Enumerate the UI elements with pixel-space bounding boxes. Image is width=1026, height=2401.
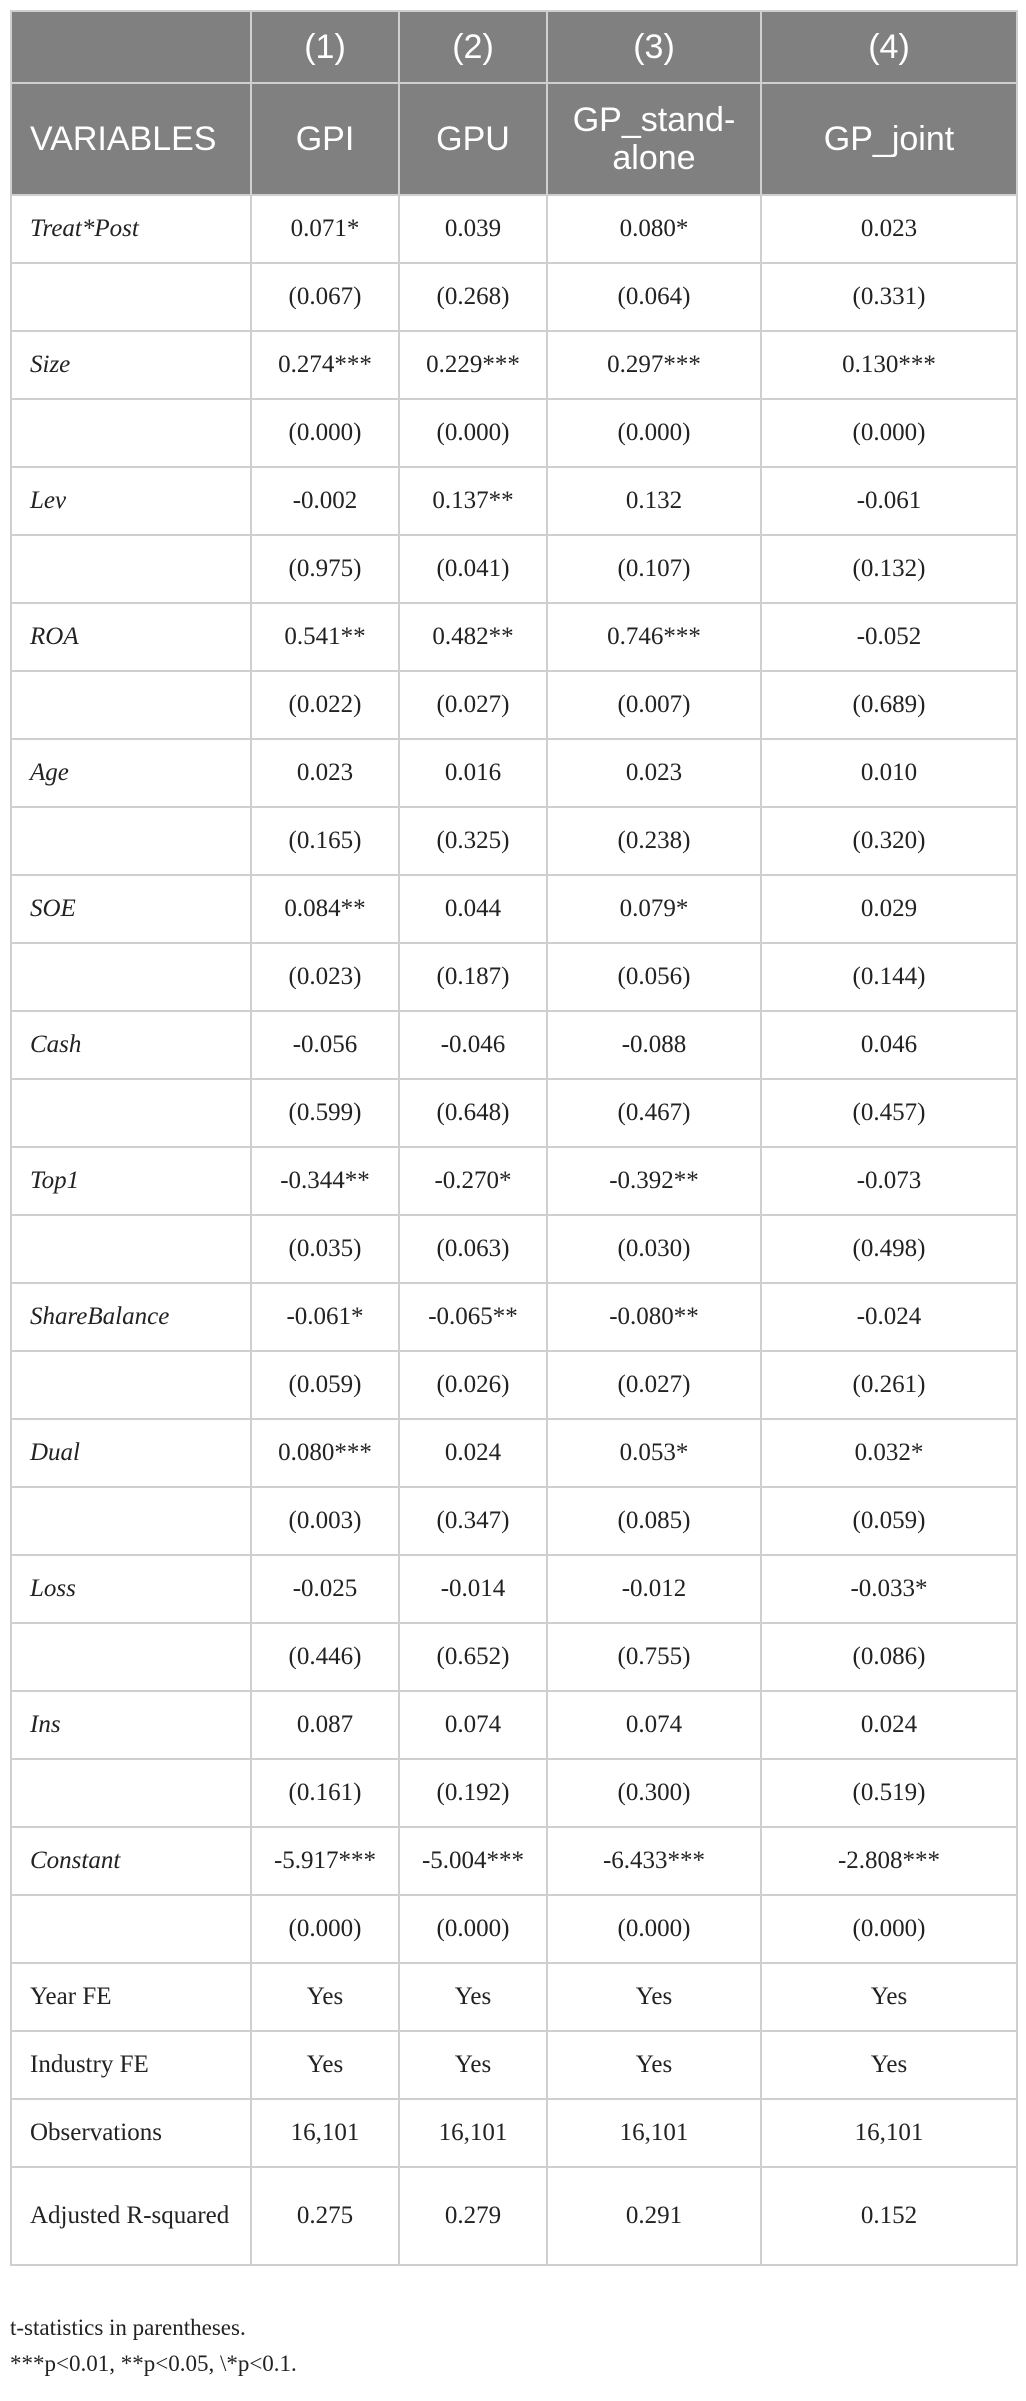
value-cell: Yes: [761, 2031, 1017, 2099]
table-row: [11, 1283, 1017, 1351]
value-cell: (0.238): [547, 807, 761, 875]
value-cell: 0.291: [547, 2167, 761, 2265]
value-cell: (0.056): [547, 943, 761, 1011]
value-cell: 0.016: [399, 739, 547, 807]
value-cell: (0.007): [547, 671, 761, 739]
table-row: [11, 263, 1017, 331]
table-row: [11, 739, 1017, 807]
value-cell: 0.132: [547, 467, 761, 535]
value-cell: 16,101: [251, 2099, 399, 2167]
table-row: [11, 1895, 1017, 1963]
table-row: [11, 1759, 1017, 1827]
value-cell: Yes: [251, 2031, 399, 2099]
table-row: [11, 535, 1017, 603]
value-cell: (0.000): [399, 399, 547, 467]
header-label-cell: GP_joint: [761, 83, 1017, 195]
value-cell: -6.433***: [547, 1827, 761, 1895]
value-cell: (0.599): [251, 1079, 399, 1147]
value-cell: 0.746***: [547, 603, 761, 671]
value-cell: Yes: [251, 1963, 399, 2031]
value-cell: (0.144): [761, 943, 1017, 1011]
value-cell: 0.074: [547, 1691, 761, 1759]
value-cell: (0.755): [547, 1623, 761, 1691]
variable-label-cell: [11, 1623, 251, 1691]
variable-label-cell: [11, 535, 251, 603]
value-cell: (0.261): [761, 1351, 1017, 1419]
header-row-labels: [11, 83, 1017, 195]
value-cell: (0.085): [547, 1487, 761, 1555]
header-label-cell: GPU: [399, 83, 547, 195]
value-cell: (0.648): [399, 1079, 547, 1147]
variable-label-cell: [11, 671, 251, 739]
table-row: [11, 2031, 1017, 2099]
value-cell: (0.331): [761, 263, 1017, 331]
value-cell: (0.003): [251, 1487, 399, 1555]
value-cell: (0.022): [251, 671, 399, 739]
table-row: [11, 1827, 1017, 1895]
value-cell: -0.392**: [547, 1147, 761, 1215]
variable-label-cell: [11, 1079, 251, 1147]
value-cell: (0.067): [251, 263, 399, 331]
value-cell: 0.024: [399, 1419, 547, 1487]
variable-label-cell: [11, 1895, 251, 1963]
value-cell: Yes: [761, 1963, 1017, 2031]
value-cell: (0.000): [399, 1895, 547, 1963]
value-cell: 0.071*: [251, 195, 399, 263]
value-cell: 0.053*: [547, 1419, 761, 1487]
variable-label-cell: Industry FE: [11, 2031, 251, 2099]
value-cell: (0.064): [547, 263, 761, 331]
value-cell: 0.275: [251, 2167, 399, 2265]
variable-label-cell: Constant: [11, 1827, 251, 1895]
value-cell: 0.482**: [399, 603, 547, 671]
value-cell: 0.023: [547, 739, 761, 807]
table-row: [11, 807, 1017, 875]
value-cell: (0.041): [399, 535, 547, 603]
value-cell: -5.917***: [251, 1827, 399, 1895]
value-cell: 0.297***: [547, 331, 761, 399]
value-cell: (0.320): [761, 807, 1017, 875]
value-cell: -0.002: [251, 467, 399, 535]
table-row: [11, 1351, 1017, 1419]
table-row: [11, 331, 1017, 399]
value-cell: -0.012: [547, 1555, 761, 1623]
header-number-cell: [11, 11, 251, 83]
value-cell: 0.274***: [251, 331, 399, 399]
value-cell: 0.046: [761, 1011, 1017, 1079]
variable-label-cell: Treat*Post: [11, 195, 251, 263]
table-row: [11, 875, 1017, 943]
value-cell: Yes: [399, 2031, 547, 2099]
table-row: [11, 1487, 1017, 1555]
value-cell: 0.137**: [399, 467, 547, 535]
value-cell: -0.344**: [251, 1147, 399, 1215]
value-cell: (0.027): [399, 671, 547, 739]
value-cell: (0.000): [547, 1895, 761, 1963]
value-cell: 16,101: [399, 2099, 547, 2167]
table-row: [11, 671, 1017, 739]
value-cell: (0.107): [547, 535, 761, 603]
value-cell: -5.004***: [399, 1827, 547, 1895]
value-cell: (0.467): [547, 1079, 761, 1147]
value-cell: (0.027): [547, 1351, 761, 1419]
value-cell: (0.457): [761, 1079, 1017, 1147]
value-cell: 0.130***: [761, 331, 1017, 399]
value-cell: (0.300): [547, 1759, 761, 1827]
value-cell: 0.080*: [547, 195, 761, 263]
table-row: [11, 1691, 1017, 1759]
value-cell: (0.132): [761, 535, 1017, 603]
value-cell: (0.325): [399, 807, 547, 875]
table-body: [11, 195, 1017, 2265]
regression-table: [10, 10, 1018, 2266]
value-cell: 0.024: [761, 1691, 1017, 1759]
value-cell: (0.026): [399, 1351, 547, 1419]
value-cell: 0.541**: [251, 603, 399, 671]
value-cell: 16,101: [761, 2099, 1017, 2167]
value-cell: -0.270*: [399, 1147, 547, 1215]
header-row-numbers: [11, 11, 1017, 83]
variable-label-cell: Age: [11, 739, 251, 807]
table-row: [11, 195, 1017, 263]
value-cell: (0.446): [251, 1623, 399, 1691]
value-cell: 0.079*: [547, 875, 761, 943]
value-cell: (0.268): [399, 263, 547, 331]
header-number-cell: (4): [761, 11, 1017, 83]
value-cell: 0.032*: [761, 1419, 1017, 1487]
value-cell: (0.161): [251, 1759, 399, 1827]
table-row: [11, 2167, 1017, 2265]
value-cell: -0.025: [251, 1555, 399, 1623]
value-cell: -0.073: [761, 1147, 1017, 1215]
value-cell: -0.080**: [547, 1283, 761, 1351]
table-notes: [10, 2310, 1010, 2382]
header-label-cell: VARIABLES: [11, 83, 251, 195]
value-cell: (0.059): [251, 1351, 399, 1419]
variable-label-cell: Cash: [11, 1011, 251, 1079]
table-row: [11, 1555, 1017, 1623]
table-row: [11, 1623, 1017, 1691]
variable-label-cell: Ins: [11, 1691, 251, 1759]
table-row: [11, 603, 1017, 671]
value-cell: 0.039: [399, 195, 547, 263]
variable-label-cell: [11, 1487, 251, 1555]
variable-label-cell: SOE: [11, 875, 251, 943]
value-cell: 0.152: [761, 2167, 1017, 2265]
table-row: [11, 1147, 1017, 1215]
value-cell: 0.084**: [251, 875, 399, 943]
value-cell: (0.689): [761, 671, 1017, 739]
table-row: [11, 1419, 1017, 1487]
value-cell: -0.014: [399, 1555, 547, 1623]
value-cell: (0.187): [399, 943, 547, 1011]
value-cell: 0.087: [251, 1691, 399, 1759]
value-cell: -0.024: [761, 1283, 1017, 1351]
value-cell: (0.086): [761, 1623, 1017, 1691]
value-cell: (0.030): [547, 1215, 761, 1283]
value-cell: (0.000): [761, 1895, 1017, 1963]
table-row: [11, 1215, 1017, 1283]
note-line: ***p<0.01, **p<0.05, \*p<0.1.: [10, 2351, 297, 2376]
variable-label-cell: [11, 1215, 251, 1283]
value-cell: 0.029: [761, 875, 1017, 943]
table-row: [11, 467, 1017, 535]
variable-label-cell: Loss: [11, 1555, 251, 1623]
value-cell: 0.023: [251, 739, 399, 807]
value-cell: Yes: [547, 2031, 761, 2099]
value-cell: 0.279: [399, 2167, 547, 2265]
value-cell: 0.010: [761, 739, 1017, 807]
value-cell: (0.498): [761, 1215, 1017, 1283]
header-label-cell: GP_stand-alone: [547, 83, 761, 195]
value-cell: 0.080***: [251, 1419, 399, 1487]
value-cell: -0.033*: [761, 1555, 1017, 1623]
value-cell: -0.061: [761, 467, 1017, 535]
variable-label-cell: Dual: [11, 1419, 251, 1487]
value-cell: (0.192): [399, 1759, 547, 1827]
value-cell: (0.035): [251, 1215, 399, 1283]
variable-label-cell: [11, 399, 251, 467]
value-cell: -2.808***: [761, 1827, 1017, 1895]
table-row: [11, 1963, 1017, 2031]
value-cell: -0.046: [399, 1011, 547, 1079]
table-row: [11, 943, 1017, 1011]
value-cell: 0.023: [761, 195, 1017, 263]
variable-label-cell: Size: [11, 331, 251, 399]
table-row: [11, 399, 1017, 467]
value-cell: (0.975): [251, 535, 399, 603]
variable-label-cell: [11, 943, 251, 1011]
value-cell: (0.023): [251, 943, 399, 1011]
variable-label-cell: ShareBalance: [11, 1283, 251, 1351]
value-cell: (0.000): [251, 1895, 399, 1963]
value-cell: (0.059): [761, 1487, 1017, 1555]
variable-label-cell: [11, 263, 251, 331]
value-cell: 0.074: [399, 1691, 547, 1759]
note-line: t-statistics in parentheses.: [10, 2315, 246, 2340]
variable-label-cell: [11, 1759, 251, 1827]
value-cell: -0.061*: [251, 1283, 399, 1351]
value-cell: (0.519): [761, 1759, 1017, 1827]
variable-label-cell: Lev: [11, 467, 251, 535]
value-cell: 16,101: [547, 2099, 761, 2167]
variable-label-cell: Year FE: [11, 1963, 251, 2031]
value-cell: (0.063): [399, 1215, 547, 1283]
table-row: [11, 1011, 1017, 1079]
regression-table-container: [10, 10, 1016, 2266]
table-row: [11, 1079, 1017, 1147]
value-cell: -0.056: [251, 1011, 399, 1079]
value-cell: (0.000): [761, 399, 1017, 467]
value-cell: (0.000): [547, 399, 761, 467]
value-cell: Yes: [547, 1963, 761, 2031]
header-number-cell: (2): [399, 11, 547, 83]
variable-label-cell: [11, 807, 251, 875]
value-cell: (0.000): [251, 399, 399, 467]
value-cell: (0.165): [251, 807, 399, 875]
value-cell: (0.347): [399, 1487, 547, 1555]
value-cell: -0.052: [761, 603, 1017, 671]
value-cell: 0.229***: [399, 331, 547, 399]
value-cell: (0.652): [399, 1623, 547, 1691]
variable-label-cell: [11, 1351, 251, 1419]
variable-label-cell: Top1: [11, 1147, 251, 1215]
header-label-cell: GPI: [251, 83, 399, 195]
variable-label-cell: ROA: [11, 603, 251, 671]
value-cell: -0.088: [547, 1011, 761, 1079]
value-cell: 0.044: [399, 875, 547, 943]
value-cell: -0.065**: [399, 1283, 547, 1351]
header-number-cell: (3): [547, 11, 761, 83]
value-cell: Yes: [399, 1963, 547, 2031]
variable-label-cell: Observations: [11, 2099, 251, 2167]
header-number-cell: (1): [251, 11, 399, 83]
table-row: [11, 2099, 1017, 2167]
variable-label-cell: Adjusted R-squared: [11, 2167, 251, 2265]
